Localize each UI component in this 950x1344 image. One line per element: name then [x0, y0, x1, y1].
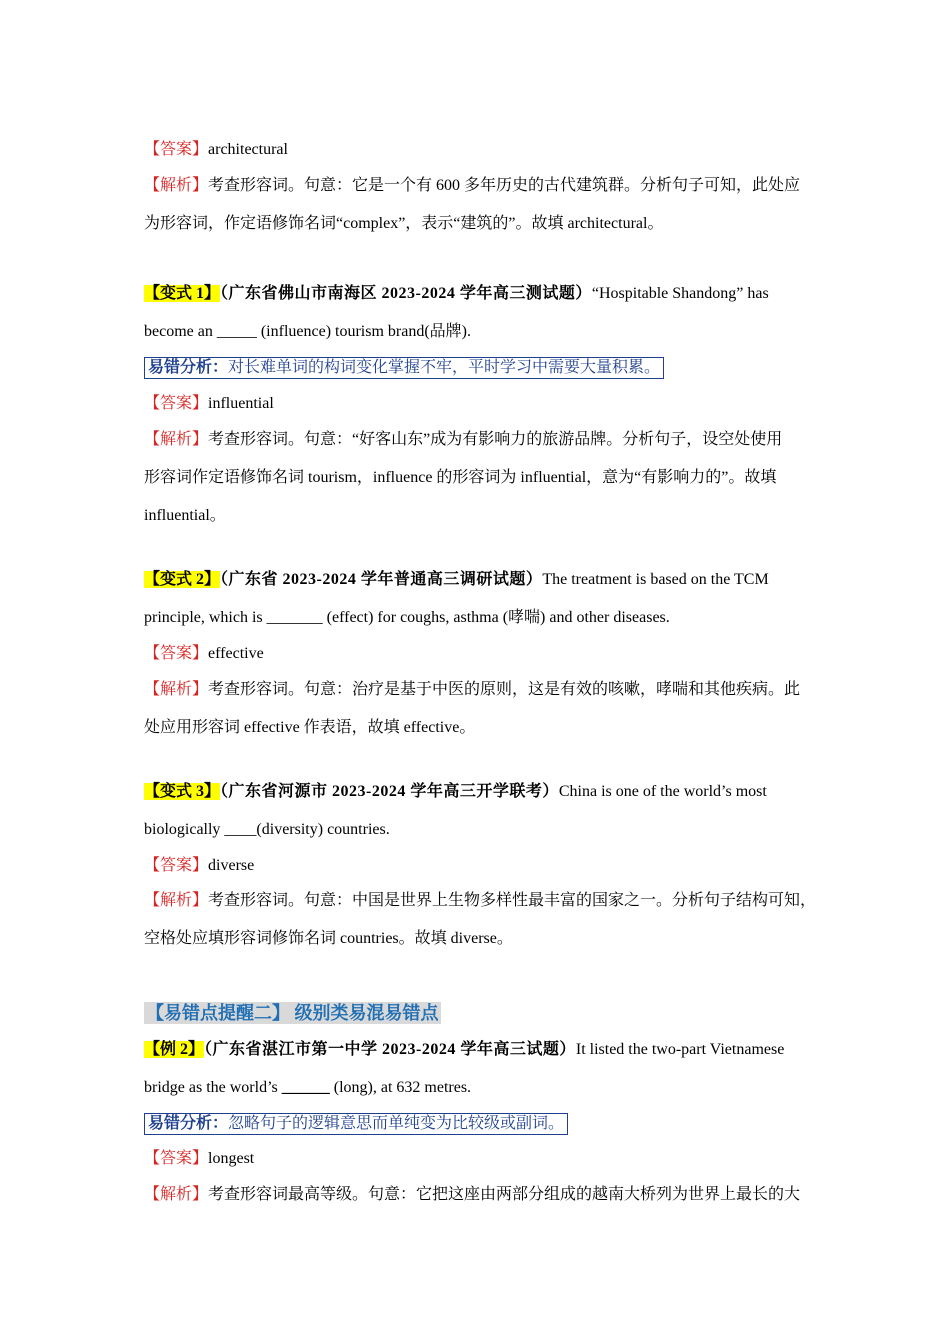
variant-2-question-line-2 [144, 607, 838, 629]
answer-label: 【答案】 [144, 645, 209, 662]
analysis-text: 考查形容词最高等级。句意：它把这座由两部分组成的越南大桥列为世界上最长的大 [208, 1186, 801, 1203]
analysis-text: 考查形容词。句意：治疗是基于中医的原则，这是有效的咳嗽，哮喘和其他疾病。此 [208, 681, 801, 698]
error-analysis-text: 忽略句子的逻辑意思而单纯变为比较级或副词。 [228, 1115, 565, 1132]
question-text: bridge as the world’s [144, 1079, 282, 1096]
answer-text: architectural [208, 141, 288, 158]
section-heading [144, 1002, 838, 1026]
analysis-line [144, 679, 838, 701]
section-title: 【易错点提醒二】 级别类易混易错点 [146, 1003, 439, 1023]
answer-line [144, 1148, 838, 1170]
question-text: principle, which is _______ (effect) for coughs, asthma (哮喘) and other diseases. [144, 609, 670, 626]
analysis-label: 【解析】 [144, 431, 209, 448]
example-tag: 【例 2】 [144, 1041, 205, 1058]
variant-2-question [144, 569, 838, 591]
answer-line [144, 855, 838, 877]
error-analysis [144, 1113, 568, 1135]
question-source: （广东省湛江市第一中学 2023-2024 学年高三试题） [204, 1041, 576, 1058]
analysis-text: 考查形容词。句意：中国是世界上生物多样性最丰富的国家之一。分析句子结构可知， [208, 892, 817, 909]
answer-text: influential [208, 395, 274, 412]
analysis-text: 处应用形容词 effective 作表语，故填 effective。 [144, 719, 476, 736]
analysis-label: 【解析】 [144, 177, 209, 194]
answer-line [144, 643, 838, 665]
question-text: The treatment is based on the TCM [542, 571, 769, 588]
answer-label: 【答案】 [144, 395, 209, 412]
variant-3-question-line-2 [144, 819, 838, 841]
question-text: (long), at 632 metres. [329, 1079, 472, 1096]
variant-tag: 【变式 2】 [144, 571, 221, 588]
question-text: China is one of the world’s most [558, 783, 767, 800]
question-source: （广东省 2023-2024 学年普通高三调研试题） [220, 571, 543, 588]
answer-text: diverse [208, 857, 255, 874]
example-2-question [144, 1039, 838, 1061]
analysis-line [144, 429, 838, 451]
error-analysis-box [144, 357, 838, 379]
error-analysis-box [144, 1113, 838, 1135]
analysis-label: 【解析】 [144, 1186, 209, 1203]
analysis-label: 【解析】 [144, 892, 209, 909]
answer-label: 【答案】 [144, 1150, 209, 1167]
analysis-text: 考查形容词。句意：“好客山东”成为有影响力的旅游品牌。分析句子，设空处使用 [208, 431, 783, 448]
analysis-line [144, 890, 838, 912]
variant-tag: 【变式 1】 [144, 285, 221, 302]
error-analysis-text: 对长难单词的构词变化掌握不牢，平时学习中需要大量积累。 [228, 359, 661, 376]
answer-blank: ______ [281, 1079, 330, 1096]
analysis-line-3 [144, 505, 838, 527]
analysis-text: 考查形容词。句意：它是一个有 600 多年历史的古代建筑群。分析句子可知，此处应 [208, 177, 801, 194]
question-text: It listed the two-part Vietnamese [575, 1041, 785, 1058]
answer-line [144, 393, 838, 415]
question-text: become an _____ (influence) tourism brand(品牌). [144, 323, 472, 340]
variant-1-question-line-2 [144, 321, 838, 343]
analysis-label: 【解析】 [144, 681, 209, 698]
analysis-line [144, 1184, 838, 1206]
answer-label: 【答案】 [144, 141, 209, 158]
question-source: （广东省河源市 2023-2024 学年高三开学联考） [220, 783, 559, 800]
analysis-text: 空格处应填形容词修饰名词 countries。故填 diverse。 [144, 930, 513, 947]
analysis-line-2 [144, 928, 838, 950]
question-text: biologically ____(diversity) countries. [144, 821, 390, 838]
variant-1-question [144, 283, 838, 305]
analysis-text: 为形容词，作定语修饰名词“complex”，表示“建筑的”。故填 architectural。 [144, 215, 664, 232]
error-analysis [144, 357, 664, 379]
error-analysis-label: 易错分析： [148, 1115, 229, 1132]
analysis-text: influential。 [144, 507, 226, 524]
analysis-line-2 [144, 717, 838, 739]
analysis-line [144, 175, 838, 197]
variant-3-question [144, 781, 838, 803]
question-source: （广东省佛山市南海区 2023-2024 学年高三测试题） [220, 285, 592, 302]
answer-text: longest [208, 1150, 255, 1167]
variant-tag: 【变式 3】 [144, 783, 221, 800]
answer-label: 【答案】 [144, 857, 209, 874]
question-text: “Hospitable Shandong” has [591, 285, 769, 302]
answer-text: effective [208, 645, 264, 662]
analysis-text: 形容词作定语修饰名词 tourism，influence 的形容词为 influential，意为“有影响力的”。故填 [144, 469, 777, 486]
analysis-line-2 [144, 467, 838, 489]
error-analysis-label: 易错分析： [148, 359, 229, 376]
answer-line [144, 139, 838, 161]
example-2-question-line-2 [144, 1077, 838, 1099]
analysis-line-2 [144, 213, 838, 235]
